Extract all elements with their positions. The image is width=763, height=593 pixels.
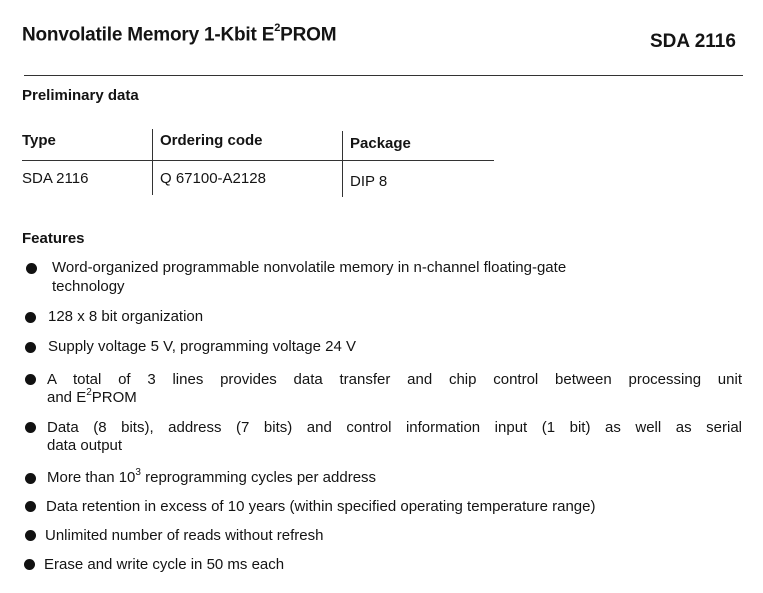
part-number: SDA 2116 [650, 31, 736, 52]
feature-text: Erase and write cycle in 50 ms each [44, 556, 285, 573]
bullet-icon [25, 374, 36, 385]
feature-text: Unlimited number of reads without refresh [45, 527, 324, 544]
feature-text: Data (8 bits), address (7 bits) and control information input (1 bit) as well as serial [47, 419, 742, 436]
feature-text-cont: technology [52, 278, 125, 295]
bullet-icon [25, 501, 36, 512]
preliminary-label: Preliminary data [22, 87, 139, 104]
bullet-icon [24, 559, 35, 570]
header-rule [24, 75, 743, 76]
feature-text: Supply voltage 5 V, programming voltage 24 V [48, 338, 356, 355]
feature-text: More than $10^3$ reprogramming cycles per address [47, 467, 377, 486]
table-cell-package: DIP 8 [350, 173, 388, 190]
table-divider-vertical-2 [342, 131, 343, 197]
feature-text: 128 x 8 bit organization [48, 308, 204, 325]
table-header-ordering-code: Ordering code [160, 132, 263, 149]
title-superscript: 2 [274, 22, 281, 34]
page-title [22, 24, 336, 46]
table-header-package: Package [350, 135, 411, 152]
bullet-icon [25, 312, 36, 323]
table-divider-vertical-1 [152, 129, 153, 195]
table-cell-type: SDA 2116 [22, 170, 89, 187]
bullet-icon [25, 473, 36, 484]
feature-text-cont: data output [47, 437, 123, 454]
title-text-suffix: PROM [280, 24, 337, 46]
title-text: Nonvolatile Memory 1-Kbit E [22, 24, 275, 46]
bullet-icon [25, 530, 36, 541]
feature-text-cont: and $E^2PROM$ [47, 387, 137, 406]
bullet-icon [26, 263, 37, 274]
table-cell-ordering-code: Q 67100-A2128 [160, 170, 266, 187]
ordering-table [22, 127, 494, 197]
bullet-icon [25, 342, 36, 353]
feature-text: Word-organized programmable nonvolatile memory in n-channel floating-gate [52, 259, 567, 276]
table-header-type: Type [22, 132, 56, 149]
feature-text: Data retention in excess of 10 years (within specified operating temperature range) [46, 498, 596, 515]
bullet-icon [25, 422, 36, 433]
table-divider-horizontal [22, 160, 494, 161]
features-heading: Features [22, 230, 85, 247]
feature-text: A total of 3 lines provides data transfer and chip control between processing unit [47, 371, 742, 388]
